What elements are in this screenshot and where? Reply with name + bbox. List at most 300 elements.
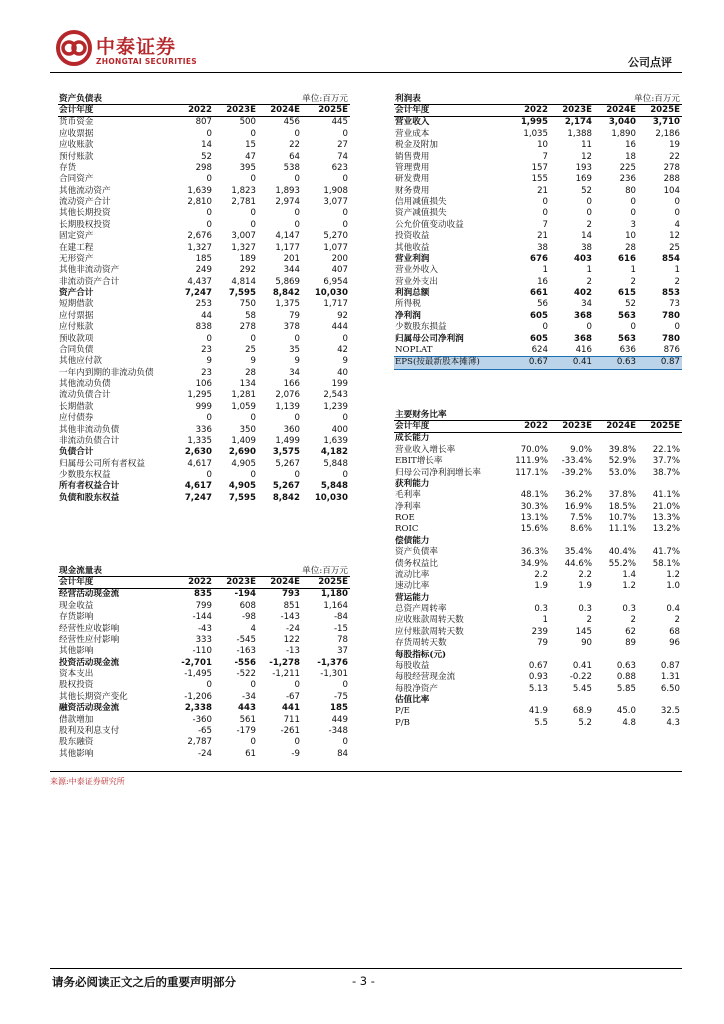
row-value: 9 [250,356,256,367]
row-label: 偿债能力 [395,535,430,546]
row-value: 0 [342,128,348,139]
row-label: EBIT增长率 [395,456,443,467]
row-value: 52.9% [608,456,636,467]
row-value: 37.7% [652,456,680,467]
row-value: 9 [206,356,212,367]
table-row [58,243,350,254]
row-value: -24 [285,623,300,634]
table-row [58,749,350,760]
balance-sheet-table [58,105,350,504]
row-value: -163 [236,646,256,657]
table-row [394,243,682,254]
row-label: 利润总额 [395,288,430,298]
row-value: 1,035 [523,128,548,139]
row-value: 400 [331,424,348,435]
row-value: 1,717 [323,299,348,310]
row-label: 应付债券 [59,413,94,424]
row-value: 0.88 [616,672,636,683]
row-value: 111.9% [515,456,548,467]
row-label: 一年内到期的非流动负债 [59,367,154,378]
table-row [58,436,350,447]
row-value: 854 [662,253,680,264]
header-year-cell: 2025E [638,421,682,433]
row-value: -194 [234,589,256,600]
income-statement-title: 利润表 [395,94,421,104]
row-value: 52 [201,151,212,162]
row-value: 2,787 [187,737,212,748]
row-label: 股权投资 [59,680,94,691]
row-value: 10.7% [608,513,636,523]
row-label: 其他流动资产 [59,185,111,196]
row-value: 1,327 [187,242,212,253]
row-value: 676 [530,253,548,264]
table-row [394,615,682,626]
row-value: 445 [331,117,348,128]
row-value: 0 [542,197,548,207]
table-row [58,254,350,265]
row-value: 1 [586,265,592,276]
row-value: 4,617 [187,458,212,469]
row-value: 3,040 [608,117,636,128]
row-value: 11.1% [608,524,636,535]
row-value: 166 [283,379,300,389]
row-value: 636 [619,344,636,355]
row-label: 每股经营现金流 [395,672,456,683]
row-value: 2 [586,615,592,626]
row-value: -33.4% [561,456,592,467]
row-label: 投资活动现金流 [59,657,120,668]
row-value: 0 [342,470,348,480]
row-value: 5,267 [275,458,300,469]
table-row [394,661,682,672]
row-value: 35 [289,344,300,355]
row-label: 其他影响 [59,748,94,759]
row-label: 总资产周转率 [395,604,447,614]
row-value: 799 [195,600,212,611]
row-value: 0 [674,208,680,219]
row-label: 其他长期投资 [59,208,111,219]
table-row [394,684,682,695]
row-value: 200 [331,253,348,264]
row-value: 41.9 [528,706,548,717]
row-value: 134 [239,379,256,389]
row-value: 104 [663,185,680,196]
row-value: 11 [581,140,592,151]
row-label: 速动比率 [395,581,430,592]
row-value: 1,281 [231,390,256,401]
row-label: 短期借款 [59,299,94,310]
row-value: -1,211 [272,669,300,679]
footer-rule [50,968,682,969]
table-row [58,140,350,151]
row-value: 13.2% [652,524,680,535]
row-value: 1 [542,615,548,626]
row-label: 合同资产 [59,174,94,185]
row-value: 40.4% [608,547,636,558]
row-value: 25 [245,344,256,355]
tables-bottom-rule [50,771,682,772]
table-row [58,402,350,413]
row-label: 资产减值损失 [395,208,447,219]
row-value: 7.5% [570,513,592,523]
row-value: -360 [192,714,212,725]
header-year-cell: 2023E [550,105,594,117]
logo-mark-icon [56,30,92,66]
row-value: -348 [328,725,348,736]
row-value: 21.0% [652,501,680,512]
header-label-cell: 会计年度 [58,577,168,589]
row-label: 营业收入增长率 [395,444,456,455]
table-row [394,638,682,649]
row-value: 793 [282,589,300,600]
row-value: 3,575 [272,447,300,458]
row-value: 4,814 [231,276,256,287]
row-value: 0 [342,208,348,219]
row-value [638,593,682,604]
table-row [58,345,350,356]
row-label: 长期股权投资 [59,219,111,230]
row-value: 0 [586,208,592,219]
row-value: -1,495 [184,669,212,679]
row-value [594,695,638,706]
table-row [58,334,350,345]
row-value: 1,890 [611,128,636,139]
table-row [394,706,682,717]
row-value: 155 [531,174,548,185]
row-value: 0 [342,413,348,424]
row-value: 8,842 [272,288,300,298]
row-label: 固定资产 [59,231,94,242]
row-value: 2 [630,276,636,287]
ratios-table [394,421,682,729]
table-row [58,277,350,288]
cash-flow-title: 现金流量表 [59,566,102,576]
row-value: 185 [330,703,348,714]
table-row [58,669,350,680]
row-value: 1.4 [622,569,636,580]
row-value: 0 [586,322,592,333]
row-value: 292 [239,265,256,276]
row-value: 2,781 [231,197,256,207]
row-value: 7 [542,151,548,162]
row-value: 2,076 [275,390,300,401]
table-row [394,345,682,357]
table-row [394,208,682,219]
table-row [58,265,350,276]
row-value: -144 [192,612,212,623]
row-value: 34 [289,367,300,378]
row-label: NOPLAT [395,344,433,355]
table-row [58,635,350,646]
row-label: ROIC [395,524,419,535]
row-label: 研发费用 [395,174,430,185]
row-value: 0.3 [534,604,548,614]
row-label: ROE [395,513,415,523]
row-value: 2,174 [564,117,592,128]
income-statement-table [394,105,682,370]
row-label: 归属母公司所有者权益 [59,458,145,469]
row-value: 0 [250,413,256,424]
row-value: 36.2% [564,490,592,501]
row-value: 378 [283,322,300,333]
company-logo [56,30,218,74]
row-value: 34.9% [520,558,548,569]
row-value: 0 [342,219,348,230]
row-value: 0.87 [660,660,680,671]
income-statement-unit: 单位:百万元 [634,94,680,104]
row-value: 368 [574,310,592,321]
row-value: 239 [531,626,548,637]
row-value: 52 [625,299,636,310]
ratios-title-bar [394,408,682,421]
row-value: 0 [206,174,212,185]
row-value: 225 [619,162,636,173]
row-value: 5,869 [275,276,300,287]
row-value: 443 [238,703,256,714]
header-year-cell: 2022 [506,421,550,433]
table-row [394,502,682,513]
row-value: 157 [531,162,548,173]
table-row [58,368,350,379]
row-value: 876 [663,344,680,355]
row-value: 1,180 [320,589,348,600]
row-value: 62 [625,626,636,637]
row-label: 净利润 [395,310,421,321]
row-value: 5,848 [323,458,348,469]
report-type: 公司点评 [628,56,672,69]
row-value: 52 [581,185,592,196]
row-label: 管理费用 [395,162,430,173]
row-value: -1,376 [317,657,348,668]
row-value: 47 [245,151,256,162]
table-row [394,479,682,490]
row-value: 0 [294,680,300,691]
row-value: 79 [289,310,300,321]
row-value: 0 [206,470,212,480]
page-header [0,0,724,80]
row-value: 0 [674,197,680,207]
row-label: 所得税 [395,299,421,310]
table-row [58,680,350,691]
header-label-cell: 会计年度 [394,105,506,117]
row-value: -110 [192,646,212,657]
row-value: 2,338 [184,703,212,714]
table-row [394,456,682,467]
row-value: 3,710 [652,117,680,128]
row-label: 营业收入 [395,117,430,128]
row-label: 存货影响 [59,612,94,623]
row-value: 58.1% [652,558,680,569]
row-value: 615 [618,288,636,298]
row-value: 68.9 [572,706,592,717]
row-value: -1,301 [320,669,348,679]
row-value: 835 [194,589,212,600]
table-header-row [58,105,350,117]
row-value: 851 [283,600,300,611]
row-value: 18 [625,151,636,162]
row-label: 债务权益比 [395,558,438,569]
row-value: 1,164 [323,600,348,611]
row-value: 278 [663,162,680,173]
table-row [58,129,350,140]
row-value [506,593,550,604]
row-value: 500 [239,117,256,128]
row-value [506,695,550,706]
row-value: 2,690 [228,447,256,458]
table-row [58,737,350,748]
row-value: 0 [206,680,212,691]
row-value: 1,375 [275,299,300,310]
row-label: 成长能力 [395,433,430,444]
header-year-cell: 2022 [506,105,550,117]
row-value: -261 [280,725,300,736]
row-label: 应付账款 [59,322,94,333]
row-value: 41.7% [652,547,680,558]
row-value: 344 [283,265,300,276]
table-row [394,593,682,604]
row-value: 5.85 [616,683,636,694]
header-year-cell: 2023E [550,421,594,433]
row-label: 存货周转天数 [395,638,447,649]
row-label: 股东融资 [59,737,94,748]
table-row [394,524,682,535]
row-value [594,650,638,661]
row-value: 0.3 [578,604,592,614]
row-value: 253 [195,299,212,310]
row-label: 经营性应收影响 [59,623,120,634]
row-value: 7 [542,219,548,230]
row-value: 1,893 [275,185,300,196]
row-value: -24 [197,748,212,759]
row-value: -34 [241,691,256,702]
table-row [394,513,682,524]
row-value: 2,630 [184,447,212,458]
row-value: 169 [575,174,592,185]
row-label: 股利及利息支付 [59,725,120,736]
row-value: 0 [542,322,548,333]
row-value: 368 [574,333,592,344]
row-value: 7,247 [184,492,212,503]
row-label: 预收款项 [59,333,94,344]
row-value: 0 [250,470,256,480]
row-label: 信用减值损失 [395,197,447,207]
row-value: 92 [337,310,348,321]
row-label: 归属母公司净利润 [395,333,464,344]
row-label: 获利能力 [395,478,430,489]
row-value: 0 [250,680,256,691]
row-value: 21 [537,231,548,242]
table-row [394,322,682,333]
row-value: 1,327 [231,242,256,253]
cash-flow-title-bar [58,564,350,577]
row-label: 营业利润 [395,253,430,264]
row-label: 每股收益 [395,660,430,671]
row-value: 1,995 [520,117,548,128]
row-value: 5,270 [323,231,348,242]
row-label: 少数股东损益 [395,322,447,333]
table-row [58,646,350,657]
table-row [394,277,682,288]
table-row [58,447,350,458]
row-value: 2,543 [323,390,348,401]
row-value: 28 [245,367,256,378]
row-value: 4,905 [228,481,256,492]
row-value: 0 [342,737,348,748]
row-label: 非流动负债合计 [59,435,120,446]
row-value: 561 [239,714,256,725]
row-label: 现金收益 [59,600,94,611]
row-value: 18.5% [608,501,636,512]
table-header-row [58,577,350,589]
row-value: 236 [619,174,636,185]
row-label: 融资活动现金流 [59,703,120,714]
row-value: 64 [289,151,300,162]
row-value: 1.9 [534,581,548,592]
table-row [394,231,682,242]
row-value: 0.41 [550,357,594,369]
row-value: 416 [575,344,592,355]
row-value: 15.6% [520,524,548,535]
row-label: 应付账款周转天数 [395,626,464,637]
row-value: 1.31 [660,672,680,683]
row-value: 0.67 [528,660,548,671]
header-rule [50,72,682,73]
row-value: 79 [537,638,548,649]
row-value: 395 [239,162,256,173]
logo-text-en: ZHONGTAI SECURITIES [96,57,197,66]
table-row [58,379,350,390]
row-value: 61 [245,748,256,759]
row-value [594,536,638,547]
row-value: 6.50 [660,683,680,694]
row-value: 7,595 [228,492,256,503]
row-value: -522 [236,669,256,679]
row-value: 0.63 [616,660,636,671]
row-value: 1.9 [578,581,592,592]
row-value: 1,409 [231,435,256,446]
row-value: 2 [674,615,680,626]
row-value: 16 [537,276,548,287]
row-label: 合同负债 [59,344,94,355]
ratios-title: 主要财务比率 [395,410,447,420]
row-value: 89 [625,638,636,649]
row-value: 25 [669,242,680,253]
row-value [594,479,638,490]
row-value: 4,147 [275,231,300,242]
row-value [550,593,594,604]
row-value: 2.2 [534,569,548,580]
row-value: 74 [337,151,348,162]
table-row [394,650,682,661]
row-value: 22 [669,151,680,162]
row-value: 189 [239,253,256,264]
table-row [394,163,682,174]
row-label: 每股净资产 [395,683,438,694]
row-label: 非流动资产合计 [59,276,120,287]
row-value: 1 [674,265,680,276]
row-value [638,650,682,661]
row-value: 1,335 [187,435,212,446]
row-value: 0 [250,219,256,230]
row-value: 1,139 [275,401,300,412]
row-value: 39.8% [608,444,636,455]
ratios-panel [394,408,682,729]
row-value: -39.2% [561,467,592,478]
row-label: 流动比率 [395,569,430,580]
row-value: 0 [294,470,300,480]
row-value: 0.67 [506,357,550,369]
row-value: 10 [625,231,636,242]
